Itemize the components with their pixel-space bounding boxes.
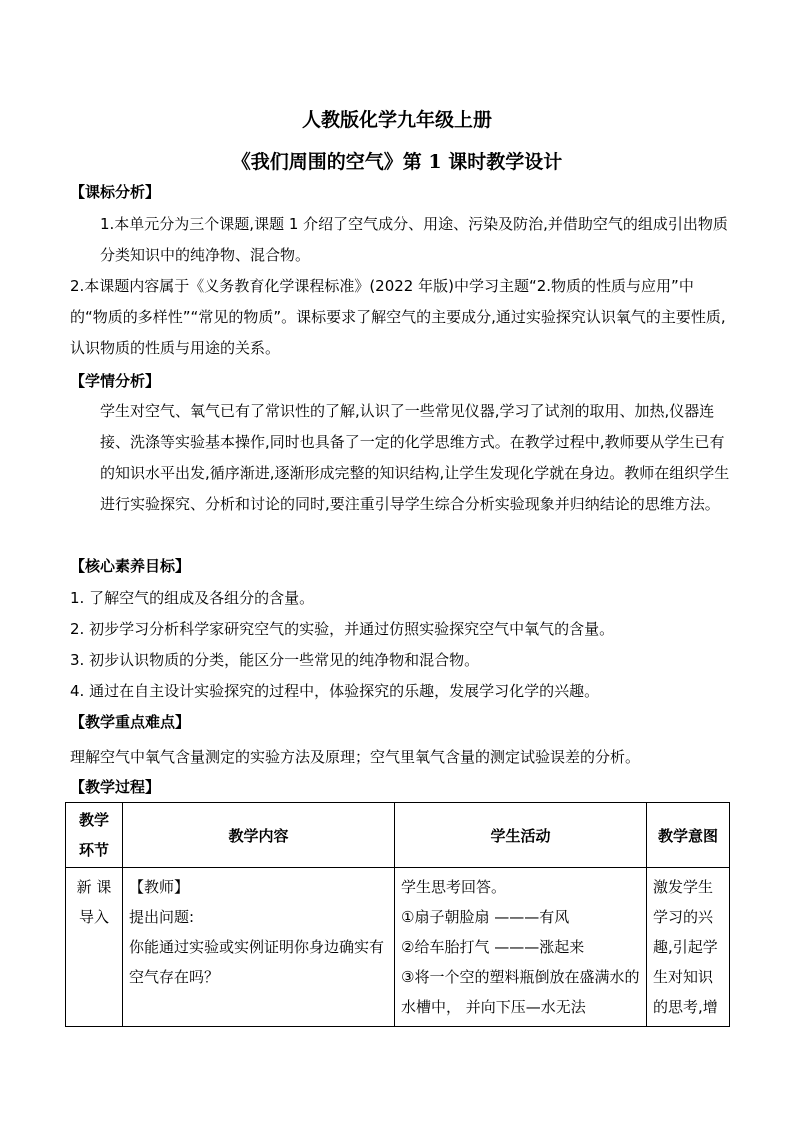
curriculum-paragraph-1: 1.本单元分为三个课题,课题 1 介绍了空气成分、用途、污染及防治,并借助空气的组成引出物质分类知识中的纯净物、混合物。 (100, 215, 728, 264)
stage-cell: 新 课 导入 (66, 868, 123, 1027)
keypoints-text: 理解空气中氧气含量测定的实验方法及原理；空气里氧气含量的测定试验误差的分析。 (70, 748, 641, 766)
learners-paragraph: 学生对空气、氧气已有了常识性的了解,认识了一些常见仪器,学习了试剂的取用、加热,仪器连接、洗涤等实验基本操作,同时也具备了一定的化学思维方式。在教学过程中,教师要从学生已有的知识水平出发,循序渐进,逐渐形成完整的知识结构,让学生发现化学就在身边。教师在组织学生进行实验探究、分析和讨论的同时,要注重引导学生综合分析实验现象并归纳结论的思维方法。 (100, 402, 730, 513)
header-stage: 教学环节 (66, 803, 123, 868)
section-heading-curriculum: 【课标分析】 (70, 183, 161, 201)
header-intent: 教学意图 (647, 803, 730, 868)
document-subtitle: 《我们周围的空气》第 1 课时教学设计 (231, 151, 563, 173)
intent-cell: 激发学生学习的兴趣,引起学生对知识的思考,增 (647, 868, 730, 1027)
goal-item: 1. 了解空气的组成及各组分的含量。 (70, 589, 315, 607)
section-heading-process: 【教学过程】 (70, 778, 161, 796)
activity-cell: 学生思考回答。 ①扇子朝脸扇 ———有风 ②给车胎打气 ———涨起来 ③将一个空的塑料瓶倒放在盛满水的水槽中， 并向下压—水无法 (395, 868, 647, 1027)
header-content: 教学内容 (123, 803, 395, 868)
document-title: 人教版化学九年级上册 (301, 109, 492, 131)
table-row (66, 868, 730, 1027)
curriculum-paragraph-2: 2.本课题内容属于《义务教育化学课程标准》(2022 年版)中学习主题“2.物质的性质与应用”中的“物质的多样性”“常见的物质”。课标要求了解空气的主要成分,通过实验探究认识氧气的主要性质,认识物质的性质与用途的关系。 (70, 277, 726, 357)
section-heading-learners: 【学情分析】 (70, 372, 161, 390)
header-activity: 学生活动 (395, 803, 647, 868)
section-heading-goals: 【核心素养目标】 (70, 557, 191, 575)
table-header-row (66, 803, 730, 868)
process-table (65, 802, 730, 1027)
content-cell: 【教师】 提出问题: 你能通过实验或实例证明你身边确实有空气存在吗？ (123, 868, 395, 1027)
goal-item: 2. 初步学习分析科学家研究空气的实验，并通过仿照实验探究空气中氧气的含量。 (70, 620, 615, 638)
goal-item: 3. 初步认识物质的分类，能区分一些常见的纯净物和混合物。 (70, 651, 480, 669)
goal-item: 4. 通过在自主设计实验探究的过程中，体验探究的乐趣，发展学习化学的兴趣。 (70, 682, 600, 700)
section-heading-keypoints: 【教学重点难点】 (70, 713, 191, 731)
